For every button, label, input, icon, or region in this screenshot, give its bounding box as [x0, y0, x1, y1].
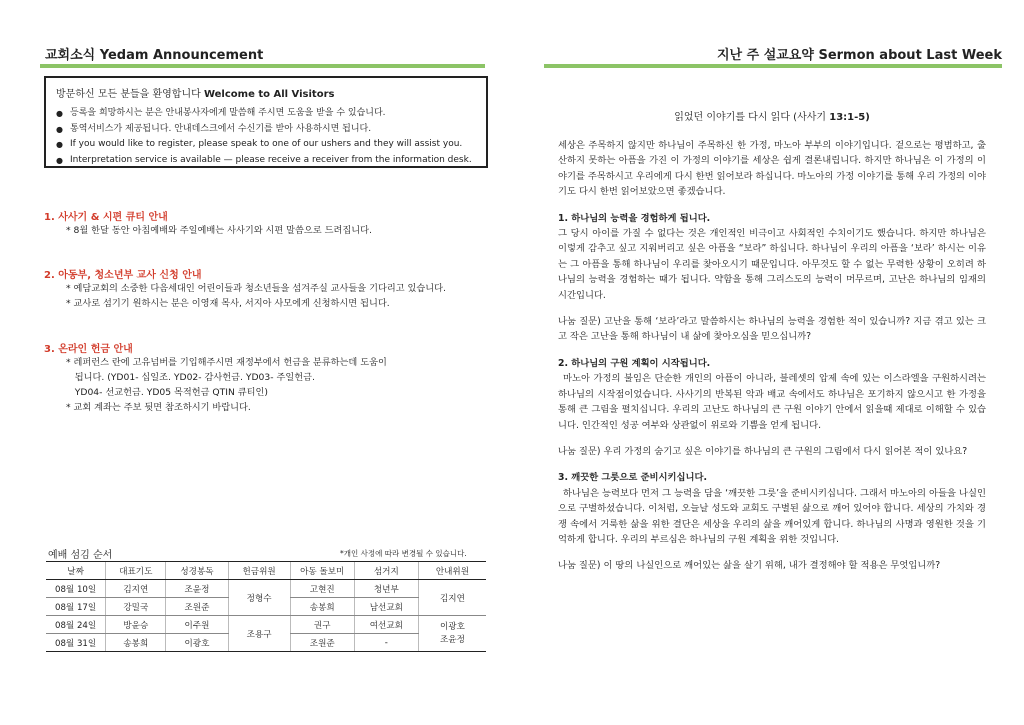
table-cell: 김지연 [106, 580, 166, 598]
table-cell: 김지연 [418, 580, 486, 616]
schedule-note: *개인 사정에 따라 변경될 수 있습니다. [340, 549, 467, 558]
table-cell: 청년부 [354, 580, 418, 598]
schedule-table [46, 561, 486, 652]
announcement-2-title: 2. 아동부, 청소년부 교사 신청 안내 [44, 270, 202, 281]
announcement-1-title: 1. 사사기 & 시편 큐티 안내 [44, 212, 168, 223]
table-cell: 고현진 [290, 580, 354, 598]
table-cell: 권구 [290, 616, 354, 634]
table-cell: 조원준 [290, 634, 354, 652]
announcement-2 [44, 266, 446, 311]
point-2-question: 나눔 질문) 우리 가정의 숨기고 싶은 이야기를 하나님의 큰 구원의 그림에서 다시 읽어본 적이 있나요? [558, 445, 968, 457]
table-cell: 강밀국 [106, 598, 166, 616]
announcement-3-line: YD04- 선교헌금. YD05 목적헌금 QTIN 큐티인) [66, 387, 268, 398]
column-header: 성경봉독 [166, 562, 228, 580]
column-header: 날짜 [46, 562, 106, 580]
left-page-header: 교회소식 Yedam Announcement [45, 48, 264, 63]
point-3-body: 하나님은 능력보다 먼저 그 능력을 담을 ‘깨끗한 그릇’을 준비시키십니다. 그래서 마노아의 아들을 나실인으로 구별하셨습니다. 이처럼, 오늘날 성도와 교회도 구별된 삶으로 깨어 있어야 합니다. 세상의 가치와 경쟁 속에서 거룩한 삶을 위한 결단은 세상을 우리의 삶을 깨어있게 합니다. 하나님의 사명과 영원한 것을 기억하게 합니다. 우리의 부르심은 하나님의 구원 계획을 위한 것입니다. [558, 487, 986, 545]
welcome-title: 방문하신 모든 분들을 환영합니다 Welcome to All Visitors [56, 89, 335, 100]
welcome-item: ● If you would like to register, please speak to one of our ushers and they will assist you. [70, 137, 476, 153]
announcement-2-line: * 예담교회의 소중한 다음세대인 어린이들과 청소년들을 섬겨주실 교사들을 기다리고 있습니다. [66, 283, 446, 294]
point-1-heading: 1. 하나님의 능력을 경험하게 됩니다. [558, 212, 711, 224]
announcement-3-line: * 교회 계좌는 주보 뒷면 참조하시기 바랍니다. [66, 402, 251, 413]
table-cell: - [354, 634, 418, 652]
table-row [46, 616, 486, 634]
table-cell: 조용구 [228, 616, 290, 652]
table-cell: 08월 10일 [46, 580, 106, 598]
announcement-3-line: 됩니다. (YD01- 십일조. YD02- 감사헌금. YD03- 주일헌금. [66, 372, 315, 383]
table-cell: 남선교회 [354, 598, 418, 616]
table-cell: 08월 24일 [46, 616, 106, 634]
welcome-item: ● 통역서비스가 제공됩니다. 안내데스크에서 수신기를 받아 사용하시면 됩니다. [70, 122, 476, 138]
table-cell: 이광호 [166, 634, 228, 652]
right-page-header: 지난 주 설교요약 Sermon about Last Week [716, 48, 1002, 63]
schedule-title: 예배 섬김 순서 [48, 550, 113, 561]
table-cell: 08월 31일 [46, 634, 106, 652]
point-1-question: 나눔 질문) 고난을 통해 ‘보라’라고 말씀하시는 하나님의 능력을 경험한 적이 있습니까? 지금 겪고 있는 크고 작은 고난을 통해 하나님이 내 삶에 찾아오심을 믿으십니까? [558, 316, 986, 343]
sermon-intro: 세상은 주목하지 않지만 하나님이 주목하신 한 가정, 마노아 부부의 이야기입니다. 겉으로는 평범하고, 출산하지 못하는 아픔을 가진 이 가정의 이야기를 세상은 쉽게 결론내립니다. 하지만 하나님은 이 가정의 이야기를 주목하시고 우리에게 다시 한번 읽어보라 하십니다. 마노아의 가정 이야기를 통해 우리 가정의 이야기도 다시 한번 읽어보았으면 좋겠습니다. [558, 140, 986, 198]
table-cell: 이광호 조윤정 [418, 616, 486, 652]
column-header: 헌금위원 [228, 562, 290, 580]
sermon-body [558, 138, 986, 574]
point-1-body: 그 당시 아이를 가질 수 없다는 것은 개인적인 비극이고 사회적인 수치이기도 했습니다. 하지만 하나님은 이렇게 감추고 싶고 지워버리고 싶은 아픔을 “보라” 하십니다. 하나님이 우리의 아픔을 ‘보라’ 하시는 이유는 그 아픔을 통해 하나님이 우리를 찾아오시기 때문입니다. 아무것도 할 수 없는 무력한 상황이 오히려 하나님의 능력을 경험하는 때가 됩니다. 약함을 통해 그리스도의 능력이 머무르며, 고난은 하나님의 임재의 시간입니다. [558, 228, 986, 301]
column-header: 안내위원 [418, 562, 486, 580]
announcement-3 [44, 340, 387, 415]
announcement-3-line: * 레퍼런스 란에 고유넘버를 기입해주시면 재정부에서 헌금을 분류하는데 도움이 [66, 357, 387, 368]
table-cell: 08월 17일 [46, 598, 106, 616]
table-cell: 여선교회 [354, 616, 418, 634]
table-cell: 조윤정 [166, 580, 228, 598]
point-3-heading: 3. 깨끗한 그릇으로 준비시키십니다. [558, 472, 707, 484]
table-row [46, 580, 486, 598]
table-cell: 송봉희 [290, 598, 354, 616]
table-cell: 송봉희 [106, 634, 166, 652]
welcome-item: ● Interpretation service is available — please receive a receiver from the information desk. [70, 153, 476, 169]
welcome-box [44, 76, 488, 168]
sermon-title: 읽었던 이야기를 다시 읽다 (사사기 13:1-5) [674, 112, 870, 123]
point-2-body: 마노아 가정의 불임은 단순한 개인의 아픔이 아니라, 블레셋의 압제 속에 있는 이스라엘을 구원하시려는 하나님의 시작점이었습니다. 사사기의 반복된 악과 배교 속에서도 하나님은 포기하지 않으시고 한 가정을 통해 큰 그림을 펼치십니다. 우리의 고난도 하나님의 큰 구원 이야기 안에서 읽을때 제대로 이해할 수 있습니다. 인간적인 성공 여부와 상관없이 위로와 기쁨을 얻게 됩니다. [558, 373, 986, 431]
column-header: 섬거지 [354, 562, 418, 580]
announcement-1 [44, 208, 372, 238]
table-cell: 정형수 [228, 580, 290, 616]
welcome-list [56, 106, 476, 168]
table-header-row [46, 562, 486, 580]
point-2-heading: 2. 하나님의 구원 계획이 시작됩니다. [558, 357, 711, 369]
table-cell: 방윤승 [106, 616, 166, 634]
left-header-rule [40, 64, 485, 68]
announcement-3-title: 3. 온라인 헌금 안내 [44, 344, 133, 355]
welcome-item: ● 등록을 희망하시는 분은 안내봉사자에게 말씀해 주시면 도움을 받을 수 있습니다. [70, 106, 476, 122]
table-cell: 조원준 [166, 598, 228, 616]
announcement-1-line: * 8월 한달 동안 아침예배와 주일예배는 사사기와 시편 말씀으로 드려집니다. [66, 225, 372, 236]
right-header-rule [544, 64, 1002, 68]
announcement-2-line: * 교사로 섬기기 원하시는 분은 이영재 목사, 서지아 사모에게 신청하시면 됩니다. [66, 298, 390, 309]
point-3-question: 나눔 질문) 이 땅의 나실인으로 깨어있는 삶을 살기 위해, 내가 결정해야 할 적용은 무엇입니까? [558, 560, 941, 572]
column-header: 아동 돌보미 [290, 562, 354, 580]
table-cell: 이주원 [166, 616, 228, 634]
column-header: 대표기도 [106, 562, 166, 580]
